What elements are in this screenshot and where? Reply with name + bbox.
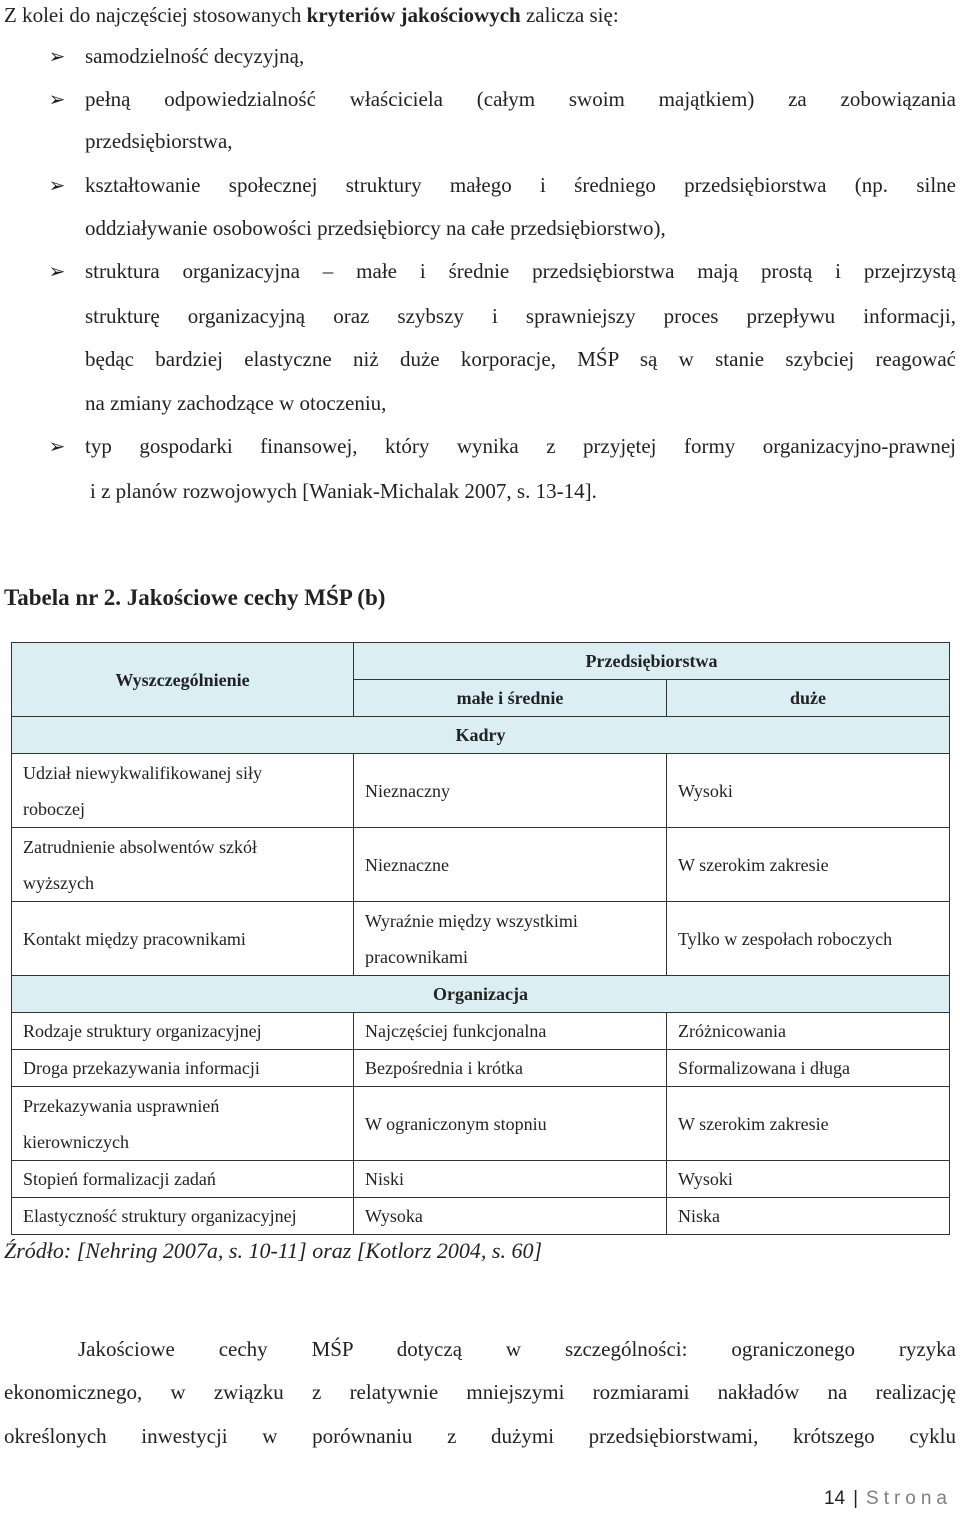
list-item-line: typ gospodarki finansowej, który wynika z przyjętej formy organizacyjno-prawnej	[85, 434, 956, 458]
cell-small-medium: Wyraźnie między wszystkimi pracownikami	[354, 902, 667, 976]
cell-small-medium: Nieznaczne	[354, 828, 667, 902]
table-row	[12, 902, 950, 976]
section-row	[12, 976, 950, 1013]
list-item-line: będąc bardziej elastyczne niż duże korporacje, MŚP są w stanie szybciej reagować	[85, 347, 956, 371]
list-item-line: oddziaływanie osobowości przedsiębiorcy na całe przedsiębiorstwo),	[85, 216, 666, 240]
list-item-line: przedsiębiorstwa,	[85, 129, 233, 153]
table-row	[12, 1161, 950, 1198]
cell-small-medium: W ograniczonym stopniu	[354, 1087, 667, 1161]
sme-features-table	[11, 642, 950, 1235]
header-spec: Wyszczególnienie	[12, 643, 354, 717]
cell-large: W szerokim zakresie	[667, 828, 950, 902]
arrow-bullet-icon: ➢	[48, 434, 66, 458]
cell-small-medium: Nieznaczny	[354, 754, 667, 828]
list-item-line: pełną odpowiedzialność właściciela (całym swoim majątkiem) za zobowiązania	[85, 87, 956, 111]
table-row	[12, 828, 950, 902]
row-label: Kontakt między pracownikami	[12, 902, 354, 976]
section-title-organizacja: Organizacja	[12, 976, 950, 1013]
row-label: Droga przekazywania informacji	[12, 1050, 354, 1087]
cell-small-medium: Najczęściej funkcjonalna	[354, 1013, 667, 1050]
row-label: Rodzaje struktury organizacyjnej	[12, 1013, 354, 1050]
arrow-bullet-icon: ➢	[48, 44, 66, 68]
cell-small-medium: Bezpośrednia i krótka	[354, 1050, 667, 1087]
cell-large: Sformalizowana i długa	[667, 1050, 950, 1087]
row-label: Przekazywania usprawnień kierowniczych	[12, 1087, 354, 1161]
list-item-line: i z planów rozwojowych [Waniak-Michalak 2007, s. 13-14].	[90, 479, 597, 503]
row-label: Elastyczność struktury organizacyjnej	[12, 1198, 354, 1235]
table-title: Tabela nr 2. Jakościowe cechy MŚP (b)	[4, 585, 386, 610]
list-item-line: struktura organizacyjna – małe i średnie przedsiębiorstwa mają prostą i przejrzystą	[85, 259, 956, 283]
row-label: Stopień formalizacji zadań	[12, 1161, 354, 1198]
header-small-medium: małe i średnie	[354, 680, 667, 717]
table-row	[12, 1087, 950, 1161]
section-row	[12, 717, 950, 754]
header-large: duże	[667, 680, 950, 717]
list-item-line: samodzielność decyzyjną,	[85, 44, 305, 68]
header-enterprises: Przedsiębiorstwa	[354, 643, 950, 680]
cell-large: Zróżnicowania	[667, 1013, 950, 1050]
page-number: 14 | Strona	[823, 1488, 952, 1509]
table-row	[12, 1050, 950, 1087]
cell-large: W szerokim zakresie	[667, 1087, 950, 1161]
arrow-bullet-icon: ➢	[48, 259, 66, 283]
list-item-line: kształtowanie społecznej struktury małego i średniego przedsiębiorstwa (np. silne	[85, 173, 956, 197]
list-item-line: strukturę organizacyjną oraz szybszy i sprawniejszy proces przepływu informacji,	[85, 304, 956, 328]
cell-large: Wysoki	[667, 1161, 950, 1198]
cell-small-medium: Wysoka	[354, 1198, 667, 1235]
arrow-bullet-icon: ➢	[48, 87, 66, 111]
list-item-line: na zmiany zachodzące w otoczeniu,	[85, 391, 387, 415]
row-label: Zatrudnienie absolwentów szkół wyższych	[12, 828, 354, 902]
cell-large: Wysoki	[667, 754, 950, 828]
paragraph-line: ekonomicznego, w związku z relatywnie mniejszymi rozmiarami nakładów na realizację	[4, 1380, 956, 1404]
table-source: Źródło: [Nehring 2007a, s. 10-11] oraz [Kotlorz 2004, s. 60]	[4, 1238, 543, 1263]
section-title-kadry: Kadry	[12, 717, 950, 754]
cell-large: Niska	[667, 1198, 950, 1235]
table-row	[12, 1013, 950, 1050]
table-header-row	[12, 643, 950, 680]
paragraph-line: określonych inwestycji w porównaniu z dużymi przedsiębiorstwami, krótszego cyklu	[4, 1424, 956, 1448]
cell-small-medium: Niski	[354, 1161, 667, 1198]
table-row	[12, 1198, 950, 1235]
cell-large: Tylko w zespołach roboczych	[667, 902, 950, 976]
table-row	[12, 754, 950, 828]
arrow-bullet-icon: ➢	[48, 173, 66, 197]
paragraph-line: Jakościowe cechy MŚP dotyczą w szczególności: ograniczonego ryzyka	[78, 1337, 956, 1361]
row-label: Udział niewykwalifikowanej siły roboczej	[12, 754, 354, 828]
intro-text: Z kolei do najczęściej stosowanych kryteriów jakościowych zalicza się:	[4, 3, 619, 27]
